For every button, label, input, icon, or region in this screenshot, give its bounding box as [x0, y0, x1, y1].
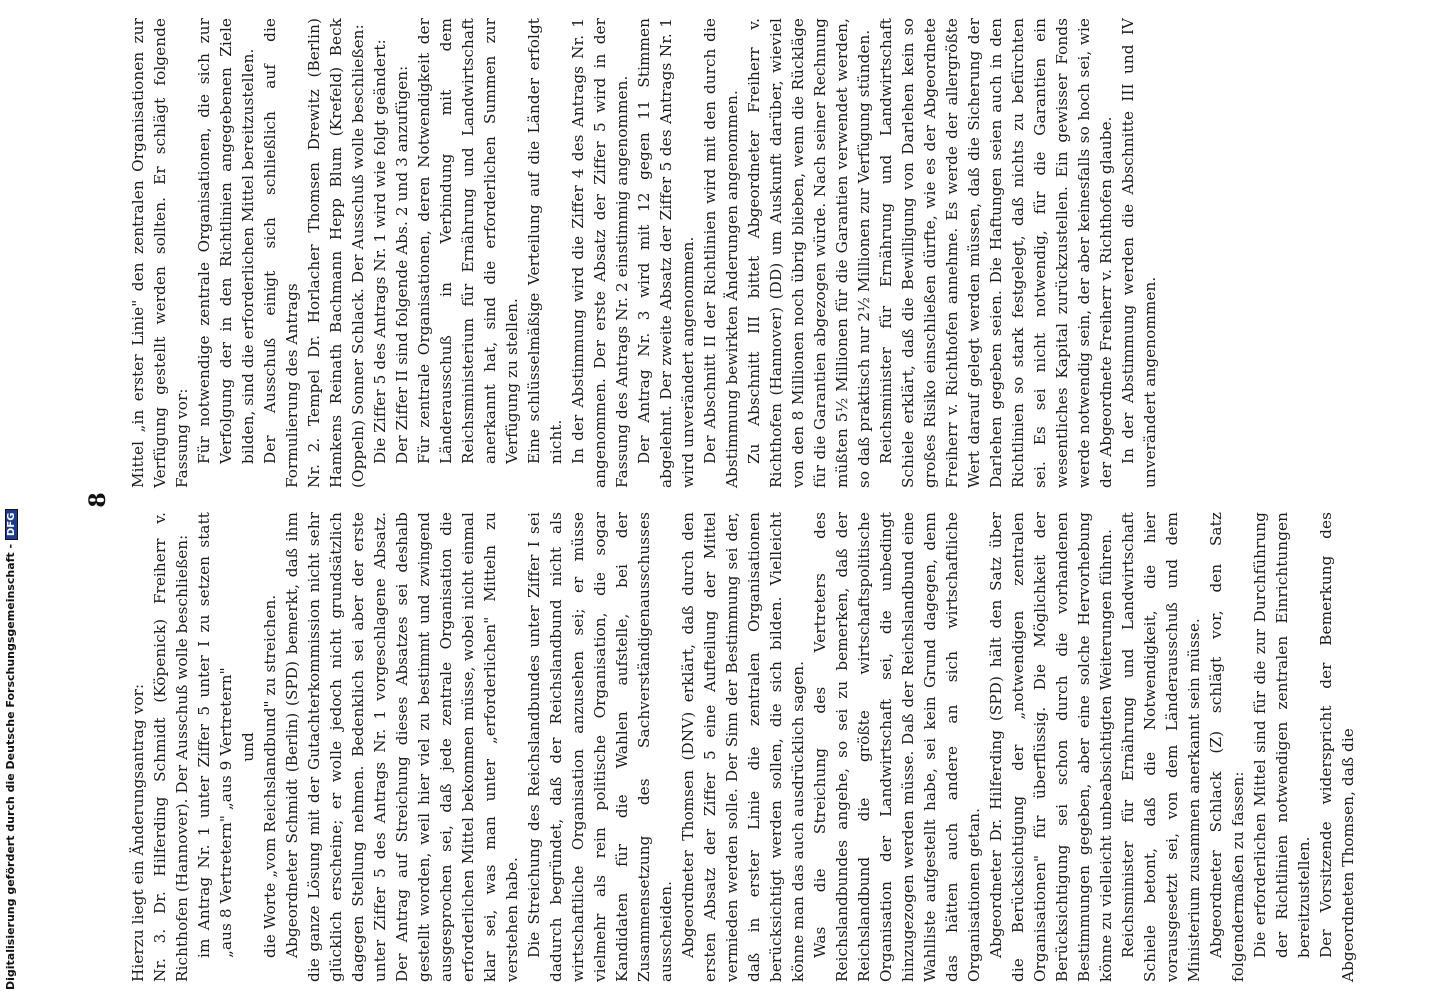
paragraph: Der Antrag Nr. 3 wird mit 12 gegen 11 Stimmen abgelehnt. Der zweite Absatz der Ziffer 5 des Antrags Nr. 1 wird unverändert angenommen.: [635, 18, 697, 488]
paragraph: Die erforderlichen Mittel sind für die zur Durchführung der Richtlinien notwendigen zentralen Einrichtungen bereitzustellen.: [1251, 512, 1313, 958]
paragraph: Nr. 3. Dr. Hilferding Schmidt (Köpenick) Freiherr v. Richthofen (Hannover). Der Ausschuß wolle beschließen:: [151, 512, 191, 982]
paragraph: Abgeordneter Dr. Hilferding (SPD) hält den Satz über die Berücksichtigung der „notwendigen zentralen Organisationen" für überflüssig. Die Möglichkeit der Berücksichtigung sei schon durch die vorhandenen Bestimmungen gegeben, aber eine solche Hervorhebung könne zu vielleicht unbeabsichtigten Weiterungen führen.: [987, 512, 1115, 982]
paragraph: Zu Abschnitt III bittet Abgeordneter Freiherr v. Richthofen (Hannover) (DD) um Auskunft darüber, wieviel von den 8 Millionen noch übrig blieben, wenn die Rückläge für die Garantien abgezogen würde. Nach seiner Rechnung müßten 5½ Millionen für die Garantien verwendet werden, so daß praktisch nur 2½ Millionen zur Verfügung stünden.: [745, 18, 873, 488]
paragraph: Abgeordneter Schmidt (Berlin) (SPD) bemerkt, daß ihm die ganze Lösung mit der Gutachterkommission nicht sehr glücklich erscheine; er wolle jedoch nicht grundsätzlich dagegen Stellung nehmen. Bedenklich sei aber der erste unter Ziffer 5 des Antrags Nr. 1 vorgeschlagene Absatz. Der Antrag auf Streichung dieses Absatzes sei deshalb gestellt worden, weil hier viel zu bestimmt und zwingend ausgesprochen sei, daß jede zentrale Organisation die erforderlichen Mittel bekommen müsse, wobei nicht einmal klar sei, was man unter „erforderlichen" Mitteln zu verstehen habe.: [283, 512, 521, 982]
paragraph: Die Ziffer 5 des Antrags Nr. 1 wird wie folgt geändert:: [371, 39, 389, 464]
paragraph: Eine schlüsselmäßige Verteilung auf die Länder erfolgt nicht.: [525, 18, 565, 464]
funding-credit-text: Digitalisierung gefördert durch die Deutsche Forschungsgemeinschaft -: [4, 543, 17, 990]
paragraph: Nr. 2. Tempel Dr. Horlacher Thomsen Drewitz (Berlin) Hamkens Reinath Bachmann Hepp Blum (Krefeld) Beck (Oppeln) Sonner Schlack. Der Ausschuß wolle beschließen:: [305, 18, 367, 488]
dfg-logo-icon: DFG: [5, 509, 18, 540]
paragraph: Reichsminister für Ernährung und Landwirtschaft Schiele erklärt, daß die Bewilligung von Darlehen kein so großes Risiko einschließen dürfte, wie es der Abgeordnete Freiherr v. Richthofen annehme. Es werde der allergrößte Wert darauf gelegt werden müssen, daß die Sicherung der Darlehen gegeben seien. Die Haftungen seien auch in den Richtlinien so stark festgelegt, daß nichts zu befürchten sei. Es sei nicht notwendig, für die Garantien ein wesentliches Kapital zurückzustellen. Ein gewisser Fonds werde notwendig sein, der aber keinesfalls so hoch sei, wie der Abgeordnete Freiherr v. Richthofen glaube.: [877, 18, 1115, 488]
paragraph: im Antrag Nr. 1 unter Ziffer 5 unter I zu setzen statt „aus 8 Vertretern" „aus 9 Vertretern": [195, 512, 235, 958]
paragraph: Reichsminister für Ernährung und Landwirtschaft Schiele betont, daß die Notwendigkeit, die hier vorausgesetzt sei, von dem Länderausschuß und dem Ministerium zusammen anerkannt sein müsse.: [1119, 512, 1203, 982]
paragraph: Abgeordneter Schlack (Z) schlägt vor, den Satz folgendermaßen zu fassen:: [1207, 512, 1247, 982]
paragraph: In der Abstimmung wird die Ziffer 4 des Antrags Nr. 1 angenommen. Der erste Absatz der Ziffer 5 wird in der Fassung des Antrags Nr. 2 einstimmig angenommen.: [569, 18, 631, 488]
paragraph: Hierzu liegt ein Änderungsantrag vor:: [129, 683, 147, 982]
paragraph: Für zentrale Organisationen, deren Notwendigkeit der Länderausschuß in Verbindung mit dem Reichsministerium für Ernährung und Landwirtschaft anerkannt hat, sind die erforderlichen Summen zur Verfügung zu stellen.: [415, 18, 521, 464]
paragraph: Der Ziffer II sind folgende Abs. 2 und 3 anzufügen:: [393, 65, 411, 464]
paragraph: Abgeordneter Thomsen (DNV) erklärt, daß durch den ersten Absatz der Ziffer 5 eine Aufteilung der Mittel vermieden werden solle. Der Sinn der Bestimmung sei der, daß in erster Linie die zentralen Organisationen berücksichtigt werden sollen, die sich bilden. Vielleicht könne man das auch ausdrücklich sagen.: [679, 512, 807, 982]
paragraph: die Worte „vom Reichslandbund" zu streichen.: [261, 594, 279, 958]
paragraph: Für notwendige zentrale Organisationen, die sich zur Verfolgung der in den Richtlinien angegebenen Ziele bilden, sind die erforderlichen Mittel bereitzustellen.: [195, 18, 257, 464]
right-column: [127, 18, 1161, 488]
paragraph: Mittel „in erster Linie" den zentralen Organisationen zur Verfügung gestellt werden sollten. Er schlägt folgende Fassung vor:: [129, 18, 191, 488]
paragraph: Der Abschnitt II der Richtlinien wird mit den durch die Abstimmung bewirkten Änderungen angenommen.: [701, 18, 741, 488]
paragraph: und: [239, 732, 257, 762]
page-number: 8: [85, 492, 111, 508]
paragraph: Der Ausschuß einigt sich schließlich auf die Formulierung des Antrags: [261, 18, 301, 488]
paragraph: Die Streichung des Reichslandbundes unter Ziffer I sei dadurch begründet, daß der Reichslandbund nicht als wirtschaftliche Organisation anzusehen sei; er müsse vielmehr als rein politische Organisation, die sogar Kandidaten für die Wahlen aufstelle, bei der Zusammensetzung des Sachverständigenausschusses ausscheiden.: [525, 512, 675, 982]
funding-credit: [4, 509, 18, 990]
paragraph: Was die Streichung des Vertreters des Reichslandbundes angehe, so sei zu bemerken, daß der Reichslandbund die größte wirtschaftspolitische Organisation der Landwirtschaft sei, die unbedingt hinzugezogen werden müsse. Daß der Reichslandbund eine Wahlliste aufgestellt habe, sei kein Grund dagegen, denn das hätten auch andere an sich wirtschaftliche Organisationen getan.: [811, 512, 983, 982]
footer-strip: [0, 0, 24, 1000]
paragraph: In der Abstimmung werden die Abschnitte III und IV unverändert angenommen.: [1119, 18, 1159, 488]
left-column: [127, 512, 1359, 982]
paragraph: Der Vorsitzende widerspricht der Bemerkung des Abgeordneten Thomsen, daß die: [1317, 512, 1357, 982]
page-body: [67, 0, 1367, 1000]
rotated-page-content: [67, 0, 1367, 1000]
